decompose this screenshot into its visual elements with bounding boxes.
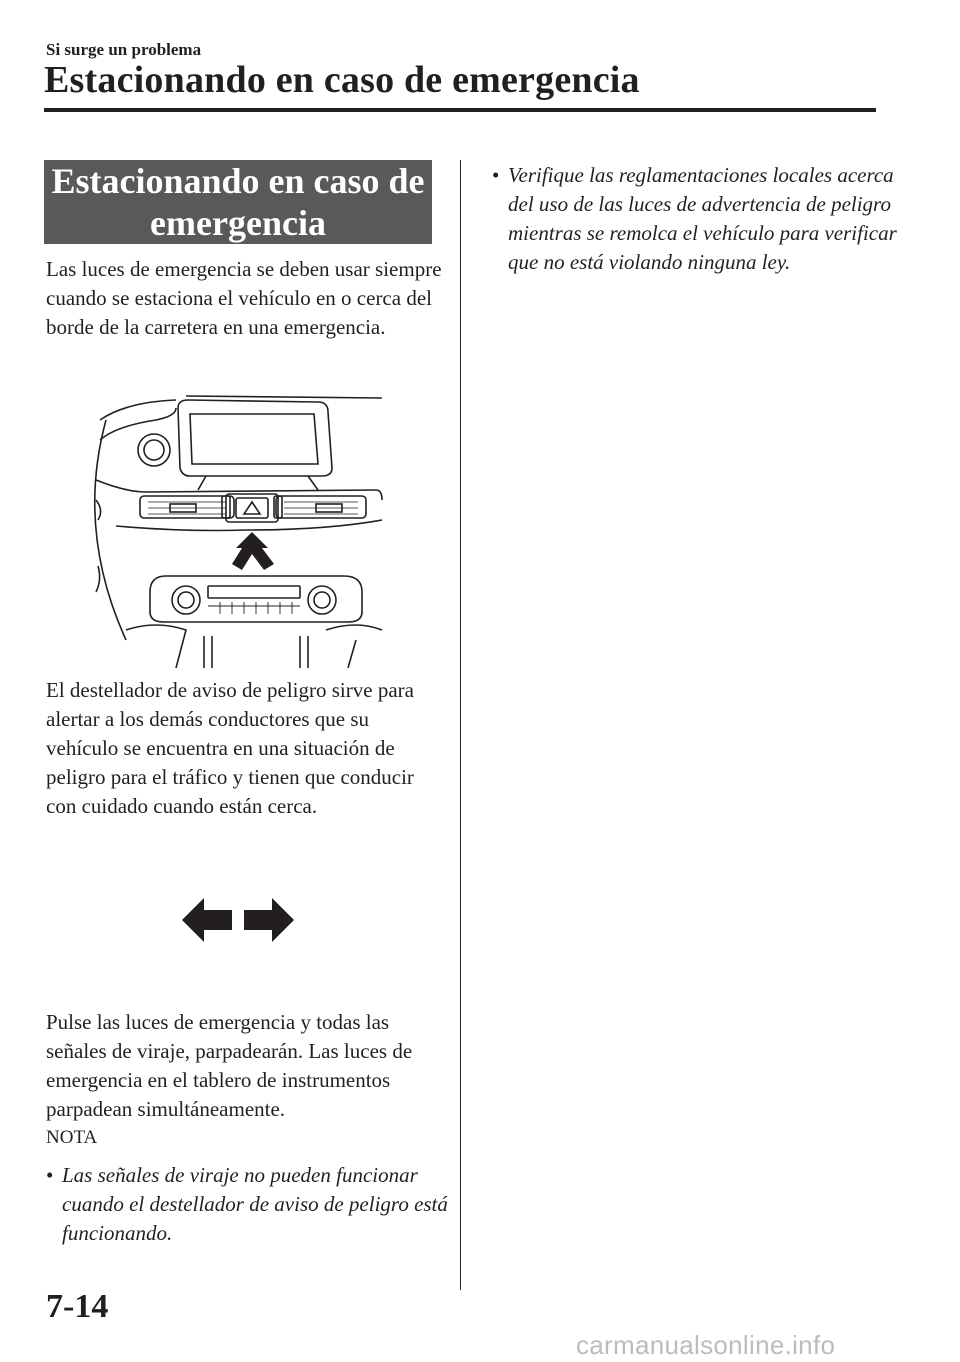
page-title: Estacionando en caso de emergencia bbox=[44, 59, 640, 101]
note-item-left bbox=[46, 1161, 462, 1248]
paragraph-intro: Las luces de emergencia se deben usar siempre cuando se estaciona el vehículo en o cerca del borde de la carretera en una emergencia. bbox=[46, 257, 442, 339]
page-number: 7-14 bbox=[46, 1288, 109, 1325]
note-item-right bbox=[492, 161, 898, 277]
title-rule bbox=[44, 108, 876, 112]
bullet-marker: • bbox=[492, 163, 500, 187]
turn-signal-arrows-icon bbox=[180, 896, 296, 944]
paragraph-hazard-operation: Pulse las luces de emergencia y todas las señales de viraje, parpadearán. Las luces de emergencia en el tablero de instrumentos parpadean simultáneamente. bbox=[46, 1010, 413, 1121]
column-divider bbox=[460, 160, 461, 1290]
watermark: carmanualsonline.info bbox=[576, 1330, 836, 1360]
hazard-switch-dashboard-illustration bbox=[86, 380, 386, 668]
note-item-text: Verifique las reglamentaciones locales acerca del uso de las luces de advertencia de peligro mientras se remolca el vehículo para verificar que no está violando ninguna ley. bbox=[508, 163, 897, 274]
note-label: NOTA bbox=[46, 1127, 98, 1148]
chapter-label: Si surge un problema bbox=[46, 40, 202, 59]
bullet-marker: • bbox=[46, 1163, 54, 1187]
section-heading: Estacionando en caso de emergencia bbox=[44, 160, 432, 244]
paragraph-hazard-purpose: El destellador de aviso de peligro sirve para alertar a los demás conductores que su vehículo se encuentra en una situación de peligro para el tráfico y tienen que conducir con cuidado cuando están cerca. bbox=[46, 678, 414, 818]
note-item-text: Las señales de viraje no pueden funcionar cuando el destellador de aviso de peligro está funcionando. bbox=[62, 1163, 448, 1245]
